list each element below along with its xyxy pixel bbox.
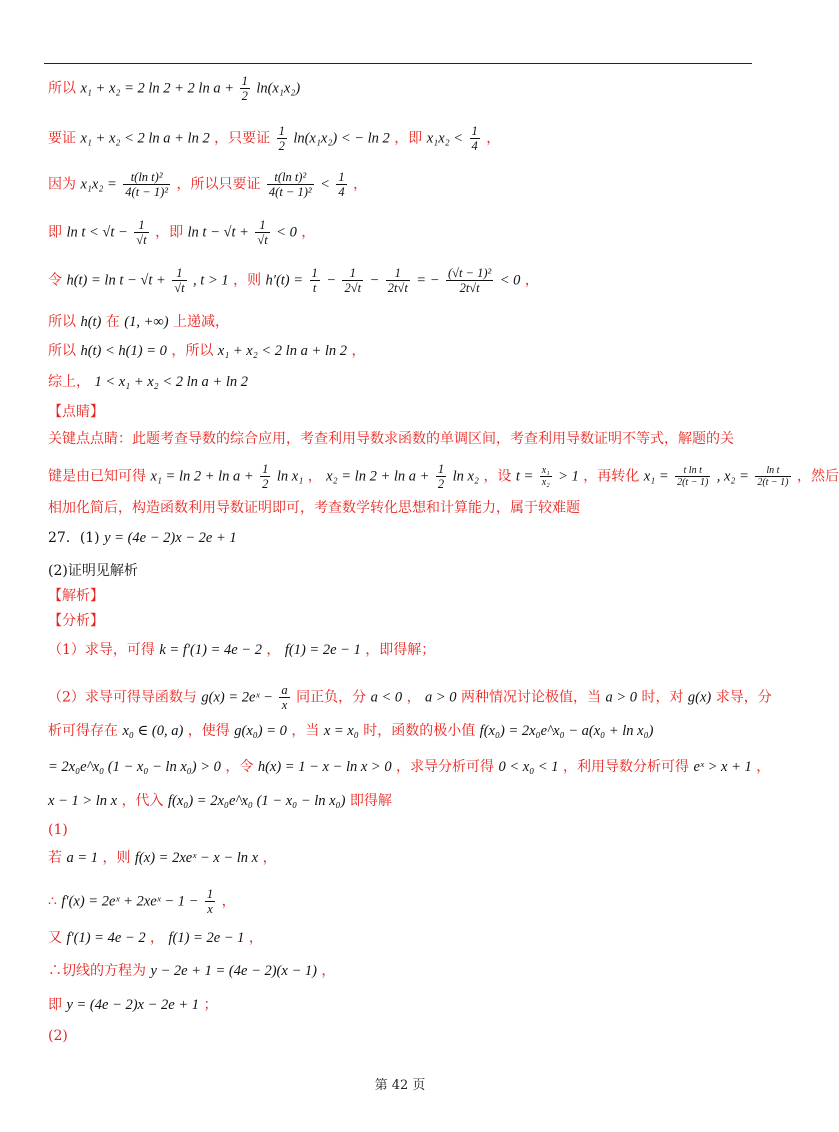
- solution-line-1: [48, 848, 277, 868]
- analysis-2: [48, 683, 772, 712]
- line-2: [48, 124, 500, 153]
- fraction: $\frac{1}{√t}$: [136, 218, 147, 247]
- formula: (1, +∞): [124, 314, 169, 330]
- formula: = 2x₀e^x₀ (1 − x₀ − ln x₀) > 0: [48, 759, 221, 775]
- formula: x₁ + x₂ < 2 ln a + ln 2: [80, 130, 210, 147]
- formula: ln x₁: [276, 468, 304, 485]
- formula: g(x₀) = 0: [234, 723, 287, 739]
- text: ，然后: [796, 468, 839, 485]
- text: ；: [203, 997, 218, 1013]
- formula: f(1) = 2e − 1: [168, 930, 245, 946]
- analysis-4: [48, 757, 770, 777]
- formula: 0 < x₀ < 1: [498, 759, 559, 775]
- formula: f′(1) = 4e − 2: [66, 930, 146, 946]
- analysis-5: [48, 791, 392, 811]
- text: 析可得存在: [48, 723, 118, 739]
- text: 即得解: [349, 793, 392, 809]
- line-3: [48, 170, 367, 199]
- text: 上递减，: [173, 314, 230, 330]
- text: ，当: [291, 723, 320, 739]
- formula: h(t): [80, 314, 102, 330]
- text: 所以: [48, 343, 76, 359]
- formula: x₀ ∈ (0, a): [122, 723, 184, 739]
- text: 键是由已知可得: [48, 468, 146, 485]
- fraction: $\frac{1}{√t}$: [174, 266, 185, 295]
- text: ，: [221, 893, 236, 910]
- line-4: [48, 218, 315, 247]
- formula: h(t) = ln t − √t +: [66, 272, 166, 289]
- formula: ln t − √t +: [187, 224, 249, 241]
- text: 所以: [48, 314, 76, 330]
- fraction: $\frac{\text{t(ln t)²}}{\text{4(t − 1)²}}$: [125, 170, 169, 199]
- formula: f(x) = 2xeˣ − x − ln x: [134, 850, 259, 866]
- formula: x₁ + x₂ < 2 ln a + ln 2: [217, 343, 348, 359]
- formula: a < 0: [370, 689, 403, 706]
- section-dianjing: 【点睛】: [48, 404, 104, 420]
- text: 因为: [48, 176, 76, 193]
- text: ，则: [233, 272, 262, 289]
- text: 两种情况讨论极值，当: [461, 689, 602, 706]
- formula: k = f′(1) = 4e − 2: [159, 642, 262, 658]
- text: （1）求导，可得: [48, 642, 155, 658]
- text: ，: [248, 930, 263, 946]
- formula: −: [369, 272, 380, 289]
- formula: 1 < x₁ + x₂ < 2 ln a + ln 2: [94, 374, 248, 390]
- formula: x = x₀: [323, 723, 359, 739]
- text: ，: [301, 224, 316, 241]
- formula: x₂ = ln 2 + ln a +: [326, 468, 430, 485]
- question-27-answer-1: [48, 528, 237, 548]
- paragraph-key-point: 关键点点睛：此题考查导数的综合应用，考查利用导数求函数的单调区间，考查利用导数证明不等式，解题的关: [48, 431, 734, 447]
- fraction: $\frac{\text{(√t − 1)²}}{2t√t}$: [447, 266, 492, 295]
- part-2-label: (2): [48, 1028, 68, 1044]
- fraction: $\frac{1}{4}$: [471, 124, 478, 153]
- text: ，: [150, 930, 165, 946]
- formula: x₁ + x₂ = 2 ln 2 + 2 ln a +: [80, 80, 238, 97]
- fraction: $\frac{1}{2}$: [262, 462, 269, 491]
- formula: x₁ = ln 2 + ln a +: [150, 468, 254, 485]
- fraction: $\frac{1}{2t√t}$: [387, 266, 408, 295]
- formula: a > 0: [605, 689, 638, 706]
- solution-line-2: [48, 887, 236, 916]
- section-fenxi: 【分析】: [48, 613, 104, 629]
- page-number: 第 42 页: [374, 1078, 426, 1093]
- formula: y = (4e − 2)x − 2e + 1: [104, 530, 237, 546]
- text: （2）求导可得导函数与: [48, 689, 197, 706]
- line-7: [48, 341, 365, 361]
- line-11: [48, 462, 839, 491]
- text: 所以: [48, 80, 76, 97]
- formula: y = (4e − 2)x − 2e + 1: [66, 997, 199, 1013]
- formula: f(x₀) = 2x₀e^x₀ − a(x₀ + ln x₀): [479, 723, 654, 739]
- text: 令: [48, 272, 62, 289]
- section-jiexi: 【解析】: [48, 588, 104, 604]
- fraction: $\frac{1}{2}$: [241, 74, 248, 103]
- formula: h′(t) =: [265, 272, 304, 289]
- line-6: [48, 312, 229, 332]
- line-1: [48, 74, 300, 103]
- text: ，利用导数分析可得: [563, 759, 689, 775]
- question-27-answer-2: (2)证明见解析: [48, 563, 138, 579]
- text: 时，函数的极小值: [363, 723, 476, 739]
- part-1-label: (1): [48, 822, 68, 838]
- formula: > 1: [558, 468, 579, 485]
- text: ，即: [394, 130, 423, 147]
- text: ，: [307, 468, 322, 485]
- solution-line-4: [48, 961, 335, 981]
- text: 若: [48, 850, 62, 866]
- line-5: [48, 266, 539, 295]
- solution-line-3: [48, 928, 263, 948]
- fraction: $\frac{1}{2}$: [437, 462, 445, 491]
- formula: = −: [416, 272, 440, 289]
- text: ，: [353, 176, 368, 193]
- text: ，: [406, 689, 421, 706]
- formula: ln t < √t −: [66, 224, 128, 241]
- formula: g(x) = 2eˣ −: [201, 689, 273, 706]
- formula: a = 1: [66, 850, 98, 866]
- text: 综上，: [48, 374, 90, 390]
- text: ，再转化: [583, 468, 640, 485]
- text: 27．(1): [48, 530, 100, 546]
- text: ，: [321, 963, 336, 979]
- fraction: $\frac{\text{ln t}}{2(t - 1)}$: [757, 465, 789, 488]
- analysis-1: [48, 640, 435, 660]
- formula: x − 1 > ln x: [48, 793, 118, 809]
- formula: , t > 1: [193, 272, 229, 289]
- text: ，所以只要证: [176, 176, 261, 193]
- text: 即: [48, 224, 62, 241]
- text: ，则: [102, 850, 131, 866]
- text: ，使得: [187, 723, 230, 739]
- text: ，令: [225, 759, 254, 775]
- analysis-3: [48, 721, 653, 741]
- text: ，所以: [171, 343, 214, 359]
- fraction: $\frac{1}{2√t}$: [344, 266, 362, 295]
- formula: g(x): [687, 689, 712, 706]
- line-8: [48, 372, 248, 392]
- text: ∴: [48, 893, 57, 910]
- text: ，代入: [121, 793, 164, 809]
- solution-line-5: [48, 995, 217, 1015]
- text: ∴切线的方程为: [48, 963, 146, 979]
- text: 时，对: [641, 689, 684, 706]
- text: 同正负，分: [296, 689, 367, 706]
- text: ，: [756, 759, 771, 775]
- fraction: $\frac{a}{x}$: [281, 683, 288, 712]
- formula: a > 0: [425, 689, 457, 706]
- formula: <: [320, 176, 330, 193]
- text: 又: [48, 930, 62, 946]
- text: ，: [351, 343, 366, 359]
- formula: x₁x₂ =: [80, 176, 117, 193]
- fraction: $\frac{\text{t(ln t)²}}{\text{4(t − 1)²}}$: [268, 170, 312, 199]
- fraction: $\frac{1}{2}$: [278, 124, 285, 153]
- formula: ln x₂: [452, 468, 479, 485]
- text: ，: [524, 272, 539, 289]
- text: 要证: [48, 130, 76, 147]
- text: 在: [105, 314, 120, 330]
- text: ，即: [155, 224, 184, 241]
- text: 即: [48, 997, 62, 1013]
- formula: x₁x₂ <: [426, 130, 464, 147]
- formula: f(x₀) = 2x₀e^x₀ (1 − x₀ − ln x₀): [168, 793, 346, 809]
- formula: , x₂ =: [716, 468, 749, 485]
- formula: f′(x) = 2eˣ + 2xeˣ − 1 −: [61, 893, 199, 910]
- formula: < 0: [276, 224, 297, 241]
- text: ，求导分析可得: [396, 759, 495, 775]
- formula: −: [326, 272, 337, 289]
- text: ，: [266, 642, 281, 658]
- fraction: $\frac{1}{√t}$: [257, 218, 268, 247]
- text: 求导，分: [715, 689, 772, 706]
- fraction: $\frac{1}{t}$: [311, 266, 318, 295]
- fraction: $\frac{1}{4}$: [338, 170, 345, 199]
- formula: t =: [515, 468, 534, 485]
- text: ，即得解；: [365, 642, 436, 658]
- fraction: $\frac{\text{t ln t}}{2(t - 1)}$: [677, 465, 709, 488]
- formula: < 0: [499, 272, 521, 289]
- text: ，设: [483, 468, 512, 485]
- formula: y − 2e + 1 = (4e − 2)(x − 1): [150, 963, 317, 979]
- fraction: $\frac{\text{x₁}}{\text{x₂}}$: [541, 465, 550, 488]
- formula: h(x) = 1 − x − ln x > 0: [257, 759, 392, 775]
- formula: f(1) = 2e − 1: [284, 642, 361, 658]
- paragraph-conclusion: 相加化简后，构造函数利用导数证明即可，考查数学转化思想和计算能力，属于较难题: [48, 500, 580, 516]
- formula: h(t) < h(1) = 0: [80, 343, 167, 359]
- text: ，: [262, 850, 277, 866]
- formula: eˣ > x + 1: [693, 759, 752, 775]
- header-rule: [44, 63, 752, 64]
- formula: ln(x₁x₂) < − ln 2: [293, 130, 390, 147]
- fraction: $\frac{1}{x}$: [206, 887, 214, 916]
- formula: ln(x₁x₂): [256, 80, 301, 97]
- formula: x₁ =: [643, 468, 669, 485]
- text: ，: [486, 130, 501, 147]
- text: ，只要证: [214, 130, 271, 147]
